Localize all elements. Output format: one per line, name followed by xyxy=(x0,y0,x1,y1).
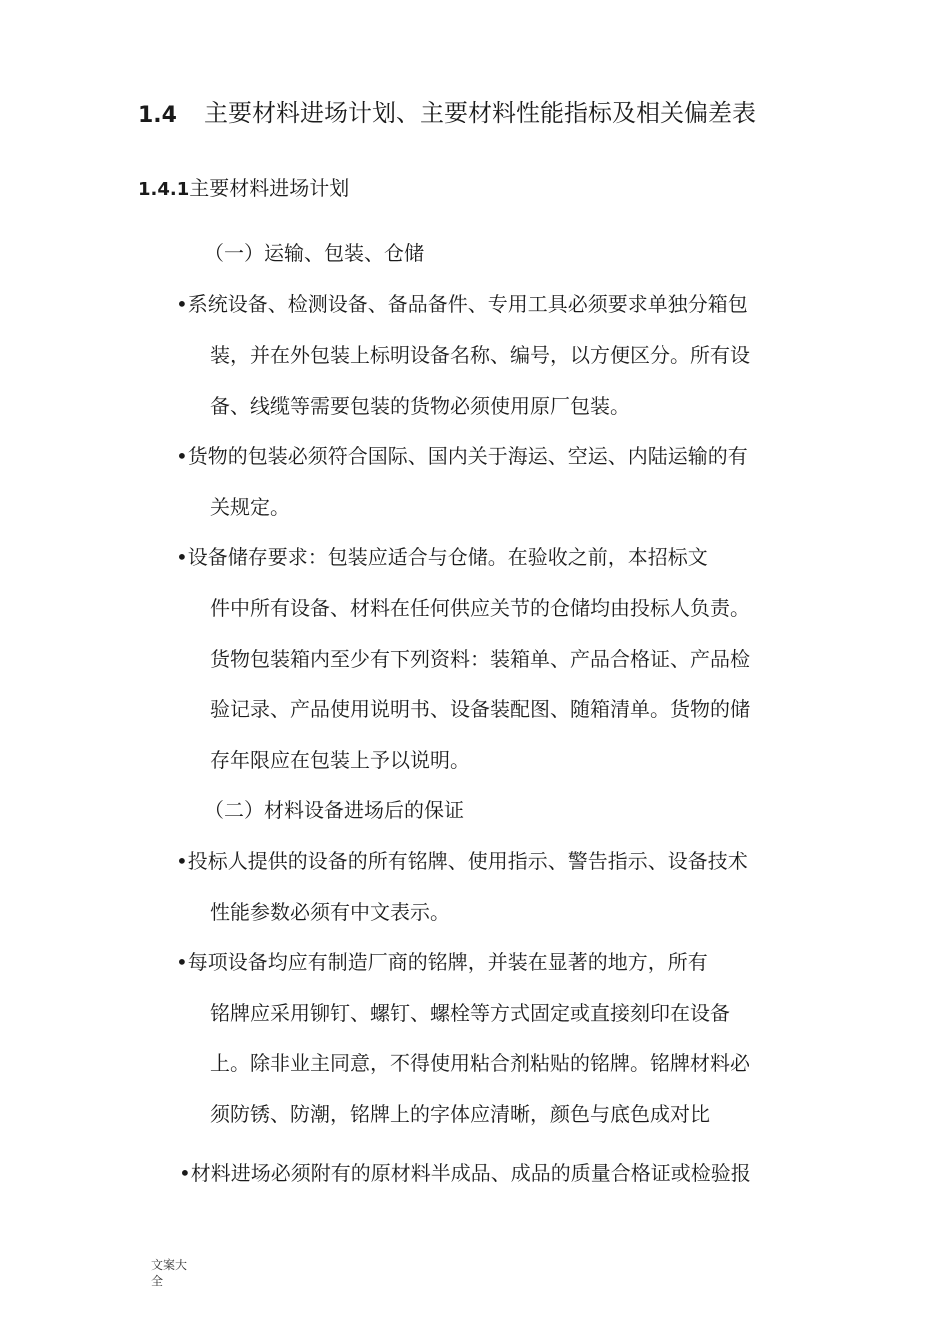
paragraph-line: •设备储存要求：包装应适合与仓储。在验收之前，本招标文 xyxy=(176,545,708,569)
section-2-title: （二）材料设备进场后的保证 xyxy=(204,798,464,822)
heading-1-number: 1.4 xyxy=(138,103,177,128)
paragraph-line: 须防锈、防潮，铭牌上的字体应清晰，颜色与底色成对比 xyxy=(210,1102,710,1126)
paragraph-line: 关规定。 xyxy=(210,495,290,519)
paragraph-line: 铭牌应采用铆钉、螺钉、螺栓等方式固定或直接刻印在设备 xyxy=(210,1001,730,1025)
heading-2-number: 1.4.1 xyxy=(138,179,190,200)
paragraph-line: •货物的包装必须符合国际、国内关于海运、空运、内陆运输的有 xyxy=(176,444,748,468)
heading-2 xyxy=(138,175,349,203)
paragraph-line: •材料进场必须附有的原材料半成品、成品的质量合格证或检验报 xyxy=(179,1161,751,1185)
paragraph-line: 件中所有设备、材料在任何供应关节的仓储均由投标人负责。 xyxy=(210,596,750,620)
paragraph-line: •系统设备、检测设备、备品备件、专用工具必须要求单独分箱包 xyxy=(176,292,748,316)
paragraph-line: 存年限应在包装上予以说明。 xyxy=(210,748,470,772)
paragraph-line: 备、线缆等需要包装的货物必须使用原厂包装。 xyxy=(210,394,630,418)
paragraph-line: 性能参数必须有中文表示。 xyxy=(210,900,450,924)
section-1-title: （一）运输、包装、仓储 xyxy=(204,241,424,265)
paragraph-line: •投标人提供的设备的所有铭牌、使用指示、警告指示、设备技术 xyxy=(176,849,748,873)
heading-1-text: 主要材料进场计划、主要材料性能指标及相关偏差表 xyxy=(204,99,756,127)
heading-1 xyxy=(138,99,177,131)
paragraph-line: 装，并在外包装上标明设备名称、编号，以方便区分。所有设 xyxy=(210,343,750,367)
paragraph-line: 验记录、产品使用说明书、设备装配图、随箱清单。货物的储 xyxy=(210,697,750,721)
paragraph-line: •每项设备均应有制造厂商的铭牌，并装在显著的地方，所有 xyxy=(176,950,708,974)
footer-text-line-2: 全 xyxy=(151,1274,164,1288)
footer-text-line-1: 文案大 xyxy=(151,1258,188,1272)
heading-2-text: 主要材料进场计划 xyxy=(189,176,350,200)
paragraph-line: 上。除非业主同意，不得使用粘合剂粘贴的铭牌。铭牌材料必 xyxy=(210,1051,750,1075)
paragraph-line: 货物包装箱内至少有下列资料：装箱单、产品合格证、产品检 xyxy=(210,647,750,671)
